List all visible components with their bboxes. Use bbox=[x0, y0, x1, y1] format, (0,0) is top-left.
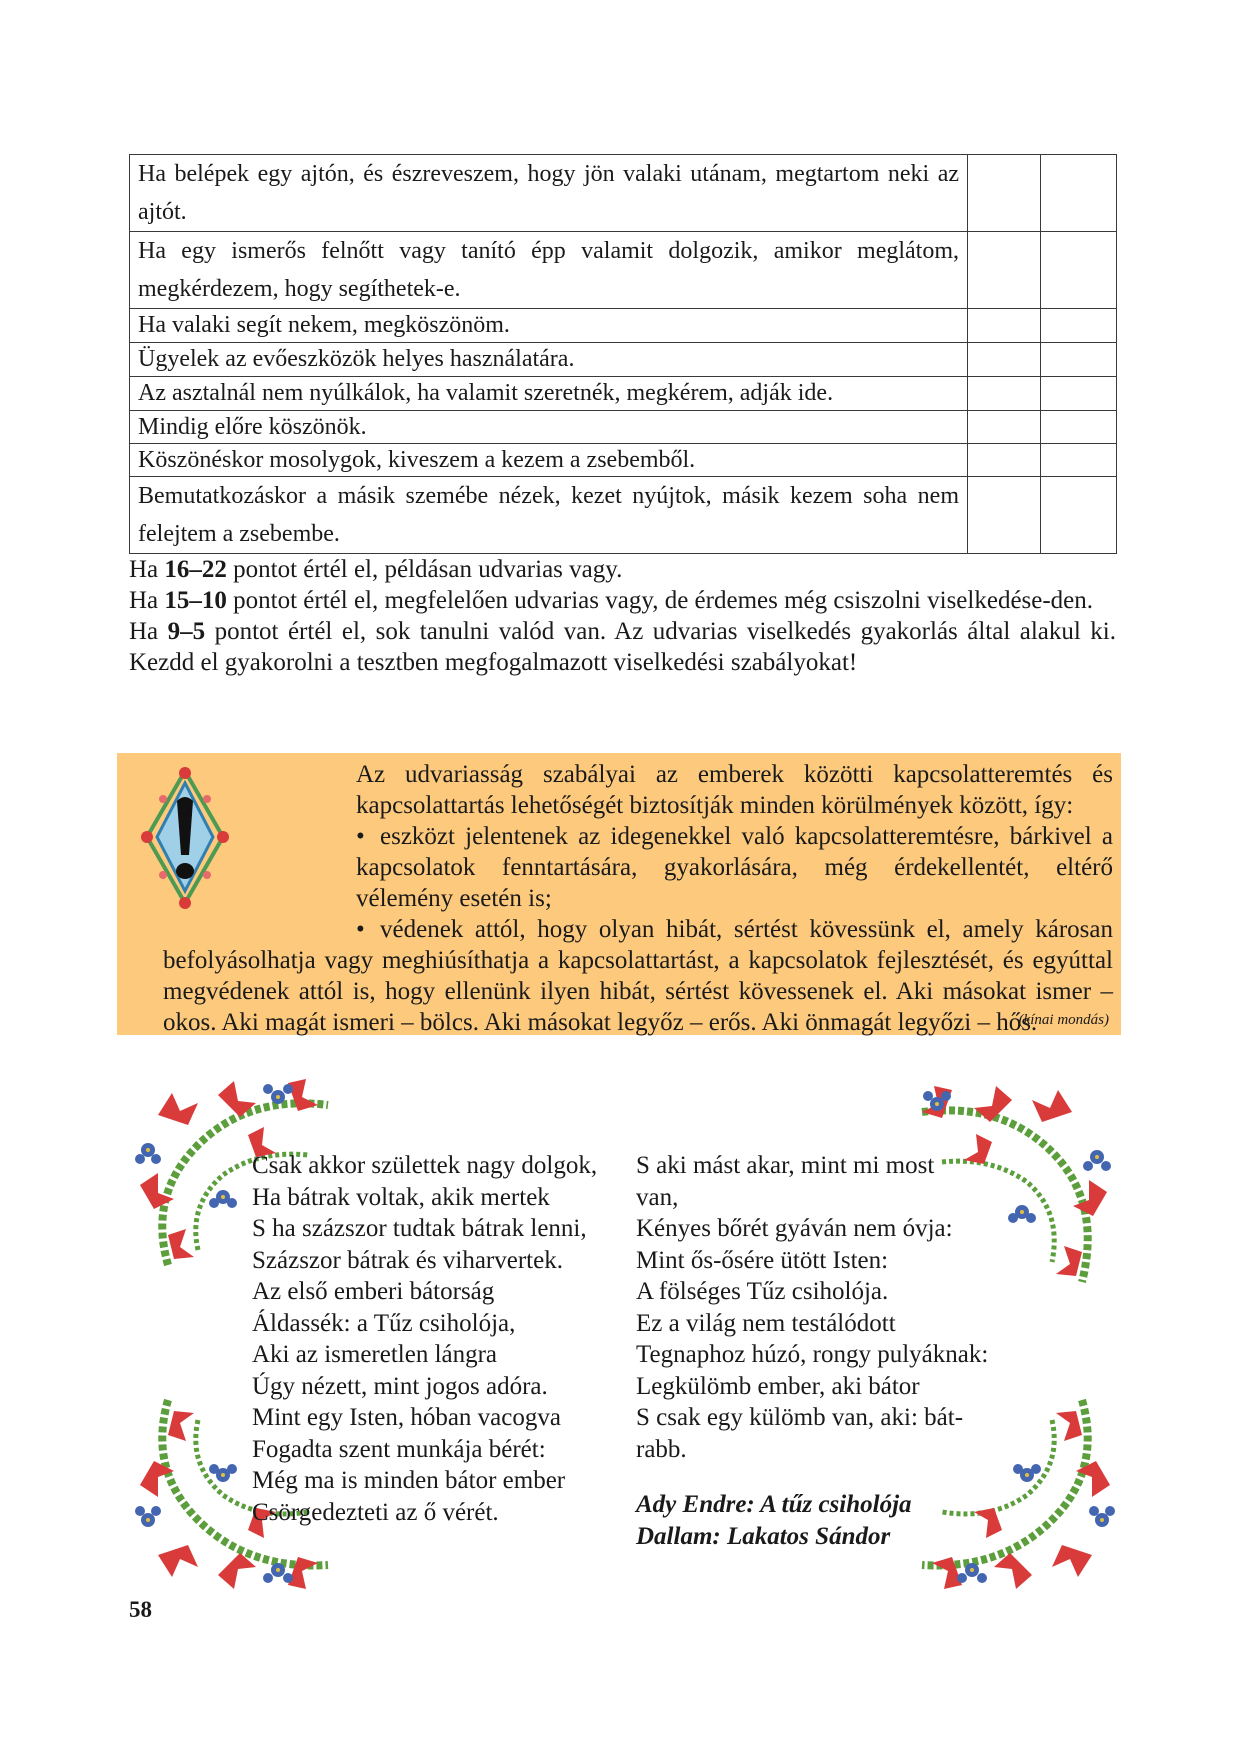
statement-cell: Ha valaki segít nekem, megköszönöm. bbox=[130, 309, 968, 343]
score-box[interactable] bbox=[968, 477, 1041, 554]
statement-cell: Ügyelek az evőeszközök helyes használatára. bbox=[130, 343, 968, 377]
score-box[interactable] bbox=[1041, 444, 1117, 477]
poem-line: Mint egy Isten, hóban vacogva bbox=[252, 1404, 561, 1431]
info-text bbox=[163, 759, 1113, 1038]
score-range: 9–5 bbox=[167, 618, 206, 645]
poem-author: Ady Endre: A tűz csiholója bbox=[636, 1491, 912, 1518]
table-row bbox=[130, 155, 1117, 232]
table-row bbox=[130, 232, 1117, 309]
score-box[interactable] bbox=[968, 343, 1041, 377]
table-row bbox=[130, 343, 1117, 377]
poem-line: Még ma is minden bátor ember bbox=[252, 1467, 566, 1494]
score-range: 15–10 bbox=[164, 587, 227, 614]
poem-line: Úgy nézett, mint jogos adóra. bbox=[252, 1372, 548, 1400]
poem-line: S csak egy külömb van, aki: bát- bbox=[636, 1404, 964, 1431]
poem-line: Ha bátrak voltak, akik mertek bbox=[252, 1183, 550, 1211]
scoring-line bbox=[129, 616, 1116, 678]
poem-line: Tegnaphoz húzó, rongy pulyáknak: bbox=[636, 1341, 989, 1368]
score-box[interactable] bbox=[968, 309, 1041, 343]
scoring-prefix: Ha bbox=[129, 587, 165, 614]
poem-line: Fogadta szent munkája bérét: bbox=[252, 1435, 546, 1463]
poem-line: van, bbox=[636, 1183, 679, 1211]
poem-line: Áldassék: a Tűz csiholója, bbox=[252, 1309, 516, 1337]
scoring-prefix: Ha bbox=[129, 618, 168, 645]
poem-line: Kényes bőrét gyáván nem óvja: bbox=[636, 1215, 953, 1242]
poem-right-column bbox=[636, 1150, 988, 1465]
bullet-text: eszközt jelentenek az idegenekkel való kapcsolatteremtésre, bárkivel a kapcsolatok fenntartására, gyakorlására, még érdekellentét, eltérő vélemény esetén is; bbox=[356, 823, 1113, 912]
statement-cell: Bemutatkozáskor a másik szemébe nézek, kezet nyújtok, másik kezem soha nem felejtem a zsebembe. bbox=[130, 477, 968, 554]
table-row bbox=[130, 477, 1117, 554]
poem-line: Az első emberi bátorság bbox=[252, 1278, 495, 1305]
score-box[interactable] bbox=[1041, 343, 1117, 377]
table-row bbox=[130, 411, 1117, 444]
score-box[interactable] bbox=[968, 232, 1041, 309]
score-box[interactable] bbox=[1041, 377, 1117, 411]
score-box[interactable] bbox=[968, 377, 1041, 411]
poem-line: Csak akkor születtek nagy dolgok, bbox=[252, 1152, 598, 1179]
score-box[interactable] bbox=[1041, 232, 1117, 309]
statement-cell: Az asztalnál nem nyúlkálok, ha valamit szeretnék, megkérem, adják ide. bbox=[130, 377, 968, 411]
info-intro: Az udvariasság szabályai az emberek közötti kapcsolatteremtés és kapcsolattartás lehetőségét biztosítják minden körülmények között, így: bbox=[356, 761, 1113, 819]
poem-line: S ha százszor tudtak bátrak lenni, bbox=[252, 1215, 587, 1242]
poem-credits bbox=[636, 1489, 912, 1553]
bullet-text: védenek attól, hogy olyan hibát, sértést kövessünk el, amely károsan befolyásolhatja vagy meghiúsíthatja a kapcsolattartást, a kapcsolatok fejlesztését, és egyúttal megvédenek attól is, hogy ellenünk ilyen hibát, sértést kövessenek el. bbox=[163, 916, 1113, 1005]
scoring-prefix: Ha bbox=[129, 556, 165, 583]
proverb: Aki másokat ismer – okos. Aki magát ismeri – bölcs. Aki másokat legyőz – erős. Aki önmagát legyőzi – hős. bbox=[163, 978, 1113, 1036]
poem-line: A fölséges Tűz csiholója. bbox=[636, 1278, 889, 1305]
poem-line: Mint ős-ősére ütött Isten: bbox=[636, 1246, 889, 1274]
behavior-checklist-table bbox=[129, 154, 1117, 554]
statement-cell: Mindig előre köszönök. bbox=[130, 411, 968, 444]
score-box[interactable] bbox=[1041, 477, 1117, 554]
poem-line: Legkülömb ember, aki bátor bbox=[636, 1372, 920, 1400]
scoring-result: pontot értél el, sok tanulni valód van. Az udvarias viselkedés gyakorlás által alakul ki. Kezdd el gyakorolni a tesztben megfogalmazott viselkedési szabályokat! bbox=[129, 618, 1116, 676]
score-box[interactable] bbox=[1041, 411, 1117, 444]
poem-line: Százszor bátrak és viharvertek. bbox=[252, 1246, 563, 1274]
scoring-line bbox=[129, 554, 1116, 585]
table-row bbox=[130, 377, 1117, 411]
info-bullet bbox=[163, 821, 1113, 914]
poem-composer: Dallam: Lakatos Sándor bbox=[636, 1523, 891, 1550]
table-row bbox=[130, 444, 1117, 477]
statement-cell: Ha belépek egy ajtón, és észreveszem, hogy jön valaki utánam, megtartom neki az ajtót. bbox=[130, 155, 968, 232]
score-box[interactable] bbox=[968, 411, 1041, 444]
score-box[interactable] bbox=[968, 444, 1041, 477]
poem-line: S aki mást akar, mint mi most bbox=[636, 1152, 935, 1179]
poem-line: rabb. bbox=[636, 1435, 687, 1463]
poem-line: Ez a világ nem testálódott bbox=[636, 1309, 896, 1337]
scoring-result: pontot értél el, példásan udvarias vagy. bbox=[226, 556, 623, 583]
statement-cell: Köszönéskor mosolygok, kiveszem a kezem a zsebemből. bbox=[130, 444, 968, 477]
page-number: 58 bbox=[129, 1597, 152, 1622]
poem-left-column bbox=[252, 1150, 597, 1528]
bullet-icon: • bbox=[356, 916, 365, 943]
info-box bbox=[117, 753, 1121, 1035]
score-range: 16–22 bbox=[164, 556, 227, 583]
score-box[interactable] bbox=[1041, 309, 1117, 343]
scoring-line bbox=[129, 585, 1116, 616]
score-box[interactable] bbox=[968, 155, 1041, 232]
score-box[interactable] bbox=[1041, 155, 1117, 232]
bullet-icon: • bbox=[356, 823, 365, 850]
table-row bbox=[130, 309, 1117, 343]
scoring-result: pontot értél el, megfelelően udvarias vagy, de érdemes még csiszolni viselkedése-den. bbox=[226, 587, 1094, 614]
poem-line: Aki az ismeretlen lángra bbox=[252, 1341, 498, 1368]
scoring-text bbox=[129, 554, 1116, 678]
statement-cell: Ha egy ismerős felnőtt vagy tanító épp valamit dolgozik, amikor meglátom, megkérdezem, hogy segíthetek-e. bbox=[130, 232, 968, 309]
poem-line: Csörgedezteti az ő vérét. bbox=[252, 1498, 499, 1526]
info-bullet bbox=[163, 914, 1113, 1038]
proverb-source: (kínai mondás) bbox=[1018, 1012, 1109, 1028]
